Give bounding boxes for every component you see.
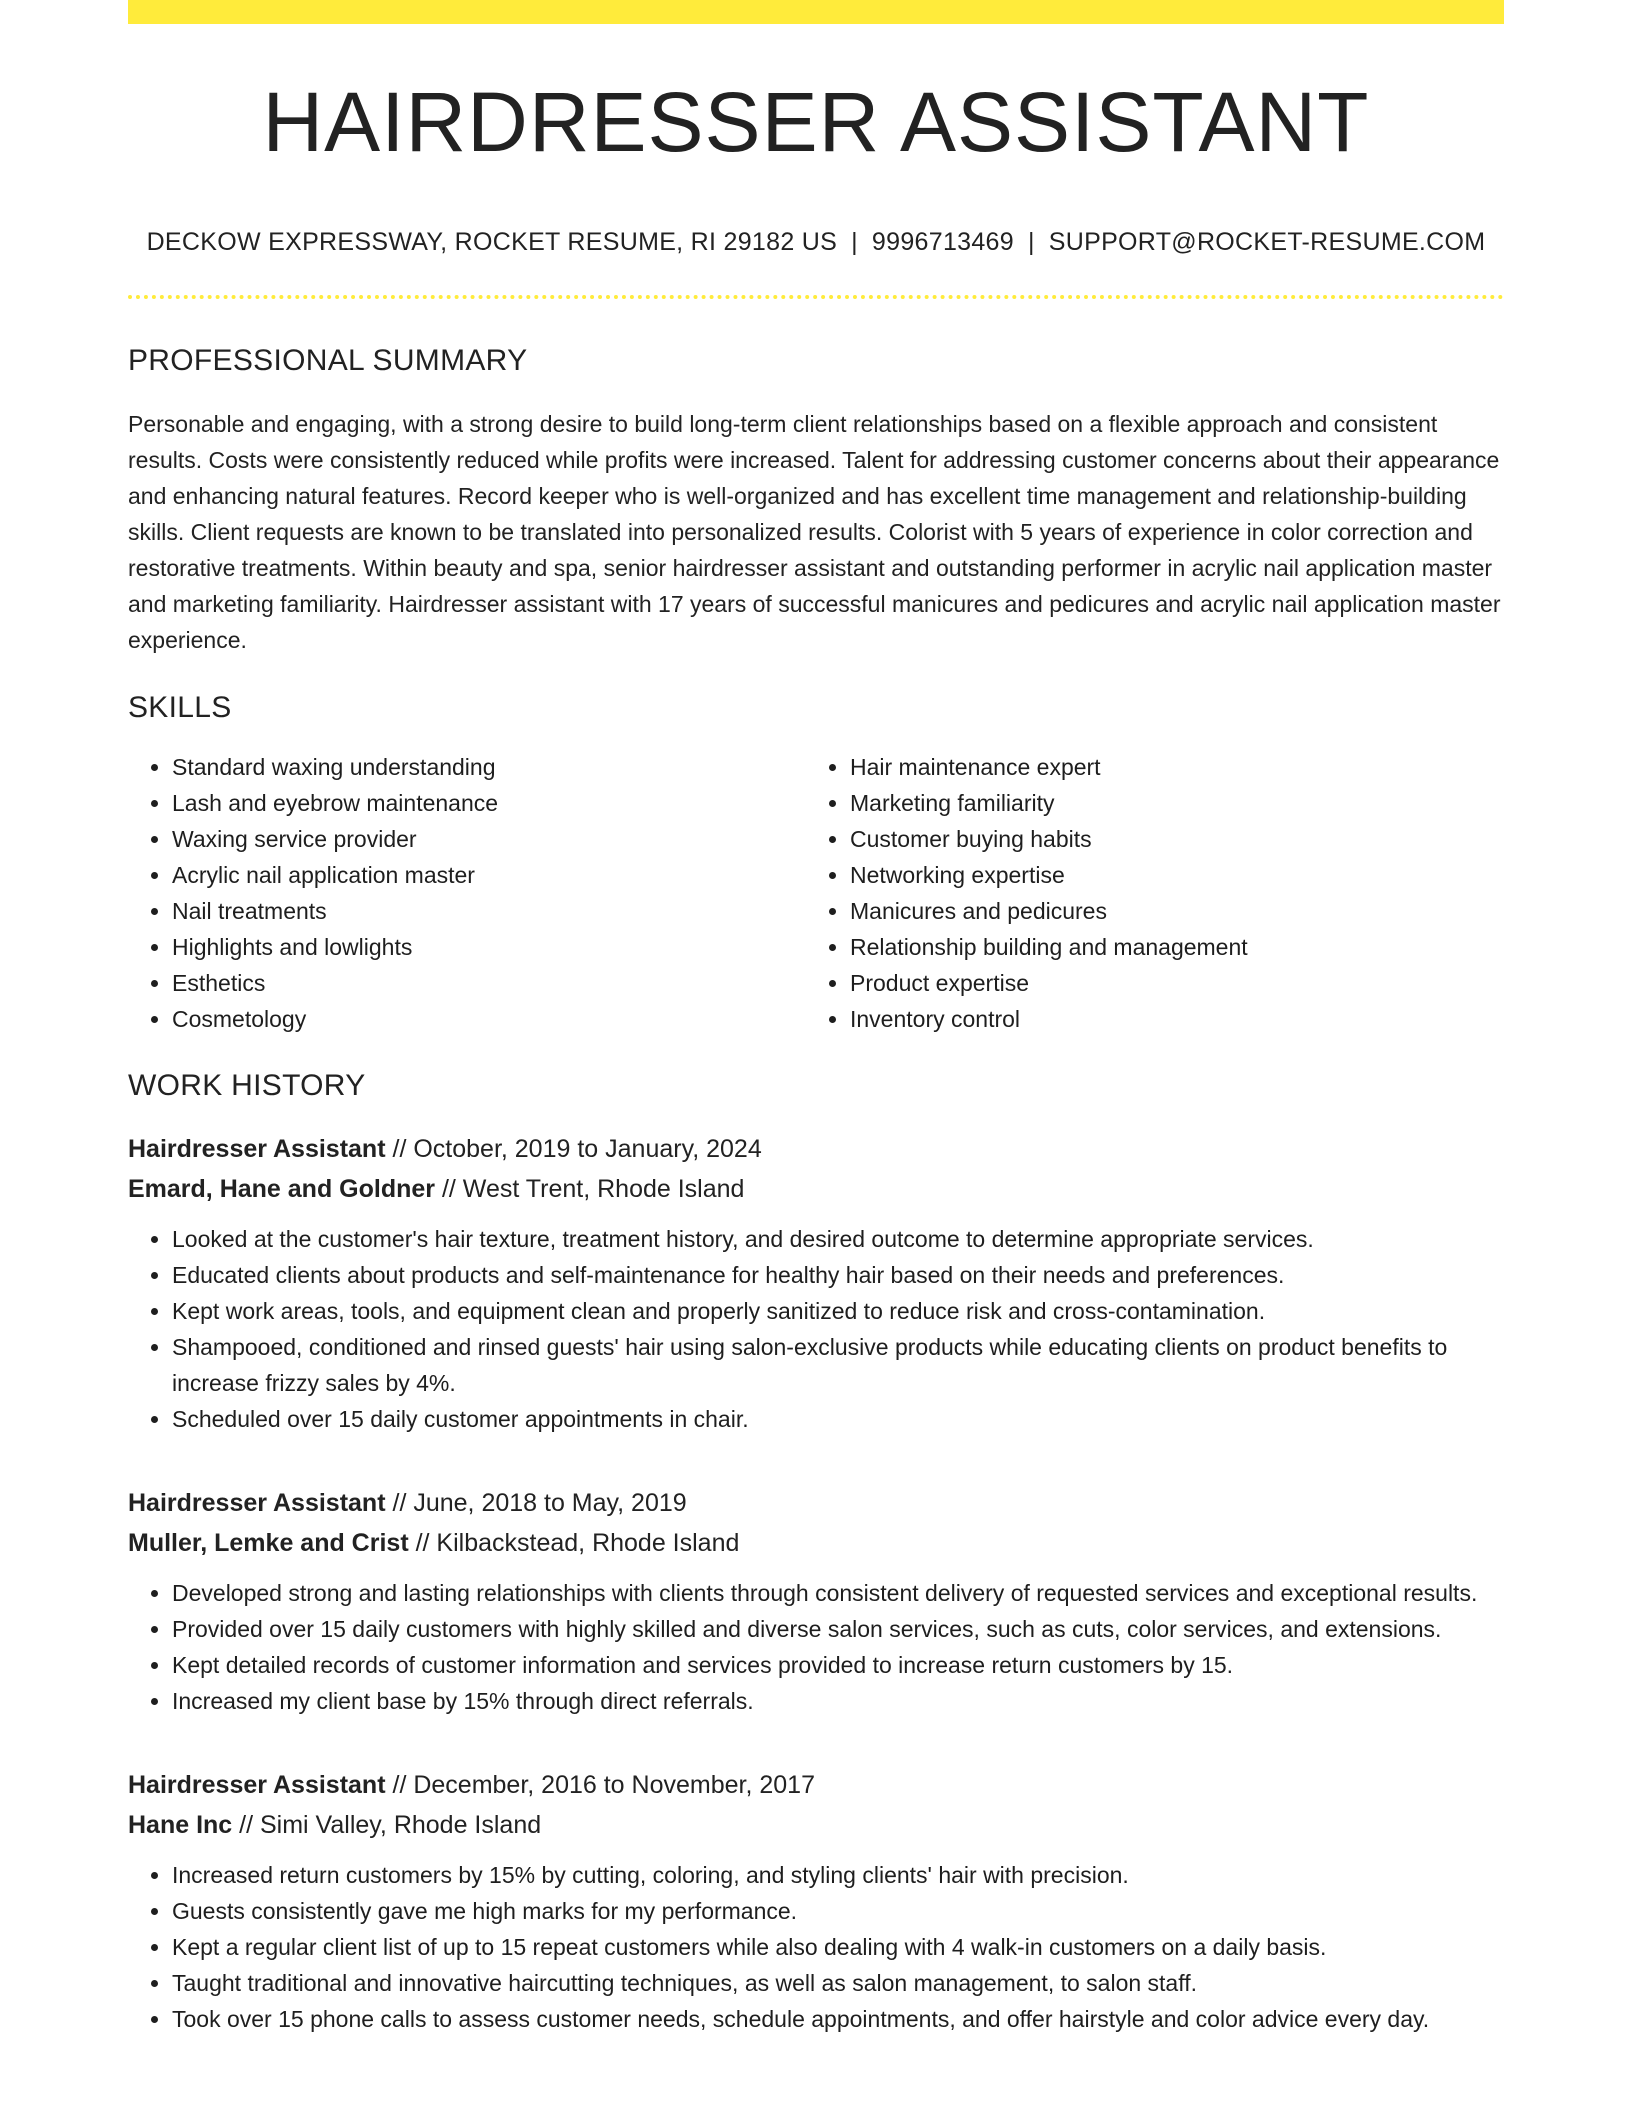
job-role: Hairdresser Assistant xyxy=(128,1135,386,1163)
job-bullets xyxy=(128,1575,1504,1719)
job-role: Hairdresser Assistant xyxy=(128,1771,386,1799)
skill-item: • Marketing familiarity xyxy=(850,785,1484,821)
job-company-line xyxy=(128,1523,1504,1563)
job-dates: // October, 2019 to January, 2024 xyxy=(392,1135,762,1163)
job-company: Emard, Hane and Goldner xyxy=(128,1175,436,1203)
job-bullet: • Kept work areas, tools, and equipment clean and properly sanitized to reduce risk and cross-contamination. xyxy=(172,1293,1504,1329)
job-bullet: • Increased return customers by 15% by cutting, coloring, and styling clients' hair with precision. xyxy=(172,1857,1504,1893)
contact-phone: 9996713469 xyxy=(871,228,1014,256)
job-company-line xyxy=(128,1805,1504,1845)
skill-item: • Acrylic nail application master xyxy=(172,857,806,893)
job-location: // West Trent, Rhode Island xyxy=(441,1175,745,1203)
skills-columns xyxy=(128,749,1504,1037)
skill-item: • Product expertise xyxy=(850,965,1484,1001)
job-bullets xyxy=(128,1221,1504,1437)
top-accent-bar xyxy=(128,0,1504,24)
job-bullet: • Took over 15 phone calls to assess customer needs, schedule appointments, and offer hairstyle and color advice every day. xyxy=(172,2001,1504,2037)
job-bullet: • Taught traditional and innovative haircutting techniques, as well as salon management, to salon staff. xyxy=(172,1965,1504,2001)
resume-page xyxy=(128,0,1504,2037)
job-bullet: • Scheduled over 15 daily customer appointments in chair. xyxy=(172,1401,1504,1437)
contact-separator: | xyxy=(1027,228,1035,256)
job-location: // Simi Valley, Rhode Island xyxy=(239,1811,542,1839)
job-bullet: • Kept detailed records of customer information and services provided to increase return customers by 15. xyxy=(172,1647,1504,1683)
job-bullet: • Guests consistently gave me high marks for my performance. xyxy=(172,1893,1504,1929)
skill-item: • Nail treatments xyxy=(172,893,806,929)
dotted-divider xyxy=(128,295,1504,299)
job-bullet: • Kept a regular client list of up to 15 repeat customers while also dealing with 4 walk-in customers on a daily basis. xyxy=(172,1929,1504,1965)
contact-email: SUPPORT@ROCKET-RESUME.COM xyxy=(1048,228,1486,256)
skill-item: • Waxing service provider xyxy=(172,821,806,857)
job-role: Hairdresser Assistant xyxy=(128,1489,386,1517)
skill-item: • Customer buying habits xyxy=(850,821,1484,857)
contact-separator: | xyxy=(851,228,858,256)
skill-item: • Relationship building and management xyxy=(850,929,1484,965)
summary-heading: PROFESSIONAL SUMMARY xyxy=(128,344,528,377)
skill-item: • Inventory control xyxy=(850,1001,1484,1037)
job-bullet: • Educated clients about products and self-maintenance for healthy hair based on their needs and preferences. xyxy=(172,1257,1504,1293)
skill-item: • Networking expertise xyxy=(850,857,1484,893)
job-title-line xyxy=(128,1765,1504,1805)
skills-list-right xyxy=(806,749,1484,1037)
job-bullet: • Shampooed, conditioned and rinsed guests' hair using salon-exclusive products while educating clients on product benefits to increase frizzy sales by 4%. xyxy=(172,1329,1504,1401)
skills-list-left xyxy=(128,749,806,1037)
job-bullet: • Developed strong and lasting relationships with clients through consistent delivery of requested services and exceptional results. xyxy=(172,1575,1504,1611)
contact-address: DECKOW EXPRESSWAY, ROCKET RESUME, RI 29182 US xyxy=(146,228,838,256)
skill-item: • Standard waxing understanding xyxy=(172,749,806,785)
skills-heading: SKILLS xyxy=(128,691,232,724)
job-title-line xyxy=(128,1483,1504,1523)
job-entry xyxy=(128,1129,1504,1437)
skill-item: • Esthetics xyxy=(172,965,806,1001)
job-bullets xyxy=(128,1857,1504,2037)
job-dates: // June, 2018 to May, 2019 xyxy=(392,1489,687,1517)
skill-item: • Cosmetology xyxy=(172,1001,806,1037)
contact-line xyxy=(128,228,1504,257)
skill-item: • Lash and eyebrow maintenance xyxy=(172,785,806,821)
job-company: Muller, Lemke and Crist xyxy=(128,1529,409,1557)
skill-item: • Hair maintenance expert xyxy=(850,749,1484,785)
work-history-heading: WORK HISTORY xyxy=(128,1069,366,1102)
job-entry xyxy=(128,1765,1504,2037)
job-bullet: • Looked at the customer's hair texture, treatment history, and desired outcome to determine appropriate services. xyxy=(172,1221,1504,1257)
resume-name: HAIRDRESSER ASSISTANT xyxy=(262,75,1370,169)
job-bullet: • Increased my client base by 15% through direct referrals. xyxy=(172,1683,1504,1719)
job-entry xyxy=(128,1483,1504,1719)
job-location: // Kilbackstead, Rhode Island xyxy=(415,1529,740,1557)
job-title-line xyxy=(128,1129,1504,1169)
skill-item: • Highlights and lowlights xyxy=(172,929,806,965)
job-bullet: • Provided over 15 daily customers with highly skilled and diverse salon services, such as cuts, color services, and extensions. xyxy=(172,1611,1504,1647)
skill-item: • Manicures and pedicures xyxy=(850,893,1484,929)
job-company-line xyxy=(128,1169,1504,1209)
job-dates: // December, 2016 to November, 2017 xyxy=(392,1771,815,1799)
summary-text: Personable and engaging, with a strong desire to build long-term client relationships based on a flexible approach and consistent results. Costs were consistently reduced while profits were increased. Talent for addressing customer concerns about their appearance and enhancing natural features. Record keeper who is well-organized and has excellent time management and relationship-building skills. Client requests are known to be translated into personalized results. Colorist with 5 years of experience in color correction and restorative treatments. Within beauty and spa, senior hairdresser assistant and outstanding performer in acrylic nail application master and marketing familiarity. Hairdresser assistant with 17 years of successful manicures and pedicures and acrylic nail application master experience. xyxy=(128,411,1501,653)
job-company: Hane Inc xyxy=(128,1811,233,1839)
